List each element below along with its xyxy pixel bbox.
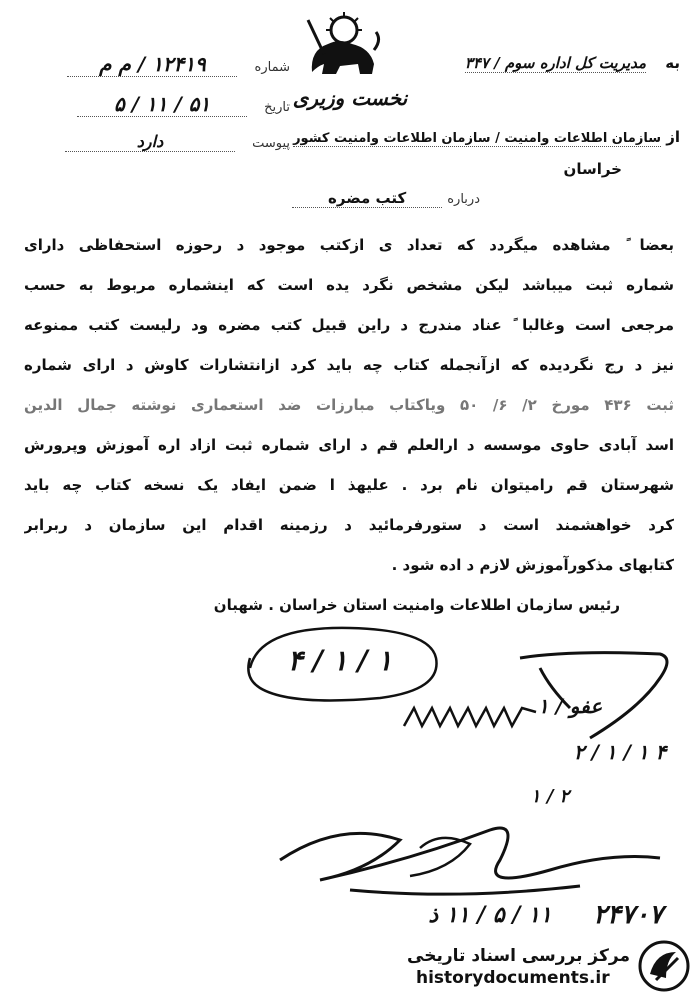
body-line-1: بعضا ً مشاهده میگردد که تعداد ی ازکتب موجود د رحوزه استحفاظی دارای [24, 236, 674, 254]
date-value: ۵۱ / ۱۱ / ۵ [77, 92, 247, 117]
lion-sun-emblem [300, 10, 382, 82]
watermark-name: مرکز بررسی اسناد تاریخی [407, 946, 630, 966]
from-line [250, 128, 680, 146]
issuer-title: نخست وزیری [292, 86, 408, 110]
body-line-3: مرجعی است وغالبا ً عناد مندرج د راین قبیل کتب مضره ود رلیست کتب ممنوعه [24, 316, 674, 334]
archive-logo-icon [636, 938, 692, 994]
subject-label: درباره [447, 192, 480, 207]
subject-line [250, 188, 480, 208]
number-field [40, 52, 290, 77]
from-prefix: از [666, 128, 680, 146]
subject-value: کتب مضره [292, 189, 442, 208]
number-label: شماره [254, 60, 290, 75]
bottom-number: ۲۴۷۰۷ [593, 900, 663, 930]
note-small: ۱ / ۲ [530, 786, 570, 807]
attachment-value: دارد [65, 132, 235, 152]
number-value: ۱۲۴۱۹ / م م [67, 52, 237, 77]
body-line-6: اسد آبادی حاوی موسسه د ارالعلم قم د ارای شماره ثبت ازاد اره آموزش وپرورش [24, 436, 674, 454]
watermark-url: historydocuments.ir [416, 968, 610, 988]
body-line-9: کتابهای مذکورآموزش لازم د اده شود . [391, 556, 674, 574]
bottom-code: ۱۱ / ۵ / ۱۱ ذ [428, 902, 552, 928]
note-date: ۲ / ۱ / ۱ ۴ [573, 740, 667, 764]
to-text: مدیریت کل اداره سوم / ۳۴۷ [464, 54, 647, 72]
body-line-8: کرد خواهشمند است د ستورفرمائید د رزمینه اقدام این سازمان د ربرابر [24, 516, 674, 534]
body-line-5: ثبت ۴۳۶ مورخ ۲/ ۶/ ۵۰ ویاکتاب مبارزات ضد استعماری نوشته جمال الدین [24, 396, 674, 414]
body-line-4: نیز د رج نگردیده که ازآنجمله کتاب چه باید کرد ازانتشارات کاوش د ارای شماره [24, 356, 674, 374]
signature-title: رئیس سازمان اطلاعات وامنیت استان خراسان . شهبان [213, 596, 620, 614]
note-right: عفو / ۱ [537, 694, 603, 718]
from-text: سازمان اطلاعات وامنیت / سازمان اطلاعات وامنیت کشور [293, 131, 661, 146]
body-line-7: شهرستان قم رامیتوان نام برد . علیهذ ا ضمن ایفاد یک نسخه کتاب چه باید [24, 476, 674, 494]
date-field [40, 92, 290, 117]
date-label: تاریخ [264, 100, 290, 115]
attachment-label: پیوست [252, 136, 290, 151]
recipient-line [380, 54, 680, 72]
from-province: خراسان [563, 160, 622, 178]
to-prefix: به [665, 54, 680, 72]
body-line-2: شماره ثبت میباشد لیکن مشخص نگرد یده است که اینشماره مربوط به حسب [24, 276, 674, 294]
signature-scribble [260, 800, 680, 910]
zigzag-mark [400, 702, 540, 732]
circled-number: ۴ / ۱ / ۱ [287, 644, 393, 677]
